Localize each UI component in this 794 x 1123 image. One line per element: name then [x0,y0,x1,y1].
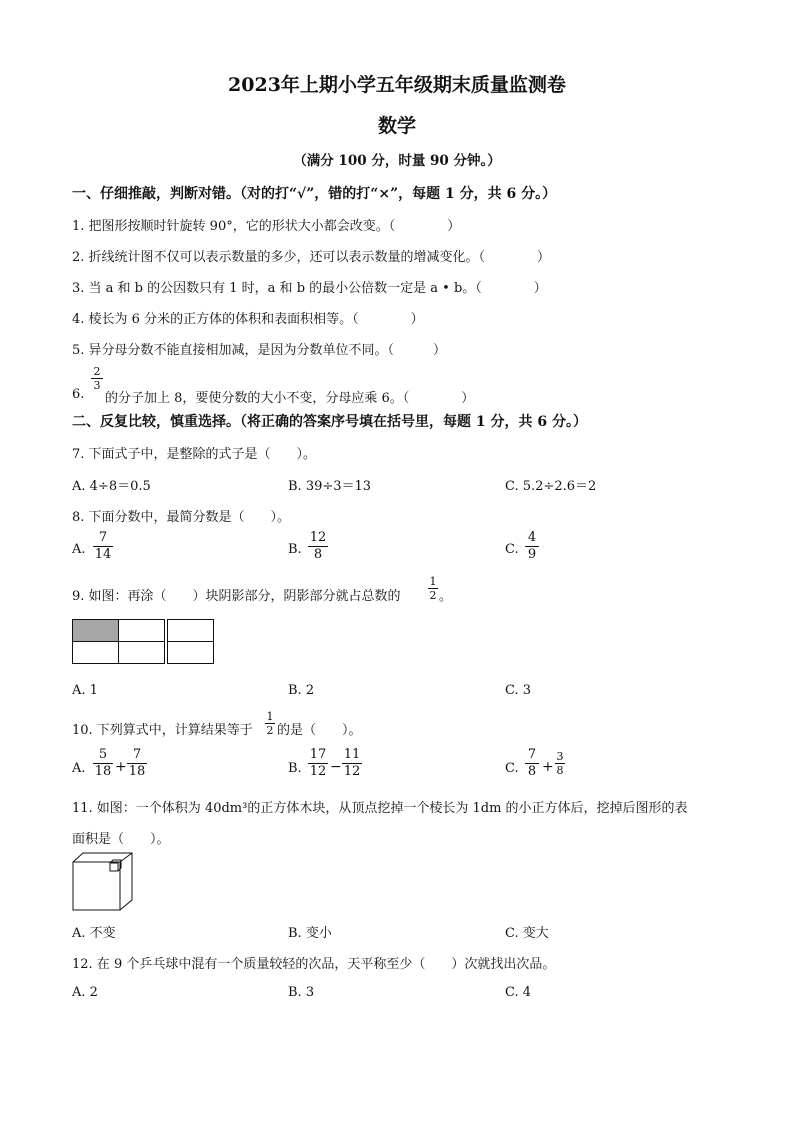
q7-option-b: B. 39÷3＝13 [288,479,372,494]
exam-title: 2023年上期小学五年级期末质量监测卷 [228,74,566,96]
grid-cell [167,641,214,664]
q11-option-a: A. 不变 [72,926,116,941]
fraction-denominator: 9 [527,547,537,562]
fraction-numerator: 1 [429,575,437,588]
q9-end: 。 [439,589,453,604]
fraction-denominator: 2 [429,589,437,602]
fraction-numerator: 3 [556,750,564,763]
q9-option-a: A. 1 [72,683,98,698]
q8-option-c-fraction [525,531,539,562]
fraction-numerator: 12 [309,530,327,545]
fraction-denominator: 12 [343,764,361,779]
question-5: 5. 异分母分数不能直接相加减，是因为分数单位不同。（ ） [72,343,447,358]
grid-cell [167,619,214,642]
q11-option-c: C. 变大 [505,926,549,941]
fraction-denominator: 8 [313,547,323,562]
question-1: 1. 把图形按顺时针旋转 90°，它的形状大小都会改变。（ ） [72,219,461,234]
fraction-denominator: 2 [266,724,274,737]
question-12: 12. 在 9 个乒乓球中混有一个质量较轻的次品，天平称至少（ ）次就找出次品。 [72,957,556,972]
minus-sign: − [330,759,342,775]
q8-option-a-label: A. [72,542,86,557]
q10-end: 的是（ ）。 [277,723,362,738]
cube-figure [72,852,134,912]
fraction-denominator: 3 [93,379,101,392]
question-11-line-2: 面积是（ ）。 [72,832,170,847]
fraction-denominator: 8 [527,764,537,779]
question-6-number: 6. [72,387,85,402]
section2-heading: 二、反复比较，慎重选择。（将正确的答案序号填在括号里，每题 1 分，共 6 分。） [72,414,587,430]
q9-grid-figure [72,619,214,665]
q7-option-a: A. 4÷8＝0.5 [72,479,151,494]
q12-option-a: A. 2 [72,985,98,1000]
q8-option-b-label: B. [288,542,302,557]
fraction-numerator: 7 [132,747,142,762]
q10-option-a-label: A. [72,761,86,776]
q11-option-b: B. 变小 [288,926,332,941]
q10-option-b-label: B. [288,761,302,776]
q10-option-c-fraction-1 [525,748,539,779]
q7-option-c: C. 5.2÷2.6＝2 [505,479,597,494]
plus-sign: + [542,759,554,775]
q10-fraction [265,711,275,736]
q10-option-c-label: C. [505,761,519,776]
question-9: 9. 如图：再涂（ ）块阴影部分，阴影部分就占总数的 [72,589,401,604]
q9-fraction [428,576,438,601]
removed-small-cube [110,863,118,871]
q12-option-b: B. 3 [288,985,315,1000]
fraction-numerator: 7 [527,747,537,762]
cube-top-edge [120,853,132,862]
grid-cell [72,641,119,664]
q9-option-b: B. 2 [288,683,315,698]
question-8: 8. 下面分数中，最简分数是（ ）。 [72,510,291,525]
fraction-denominator: 14 [94,547,112,562]
fraction-denominator: 12 [309,764,327,779]
section1-heading: 一、仔细推敲，判断对错。（对的打“√”，错的打“×”，每题 1 分，共 6 分。） [72,186,557,202]
fraction-numerator: 7 [98,530,108,545]
q10-option-b-fraction-2 [342,748,362,779]
question-6-text: 的分子加上 8，要使分数的大小不变，分母应乘 6。（ ） [105,391,475,406]
q8-option-a-fraction [93,531,113,562]
fraction-numerator: 5 [98,747,108,762]
grid-cell [118,619,165,642]
plus-sign: + [115,759,127,775]
subject-title: 数学 [377,115,416,137]
fraction-denominator: 18 [94,764,112,779]
fraction-denominator: 18 [128,764,146,779]
fraction-denominator: 8 [556,764,564,777]
question-4: 4. 棱长为 6 分米的正方体的体积和表面积相等。（ ） [72,312,424,327]
grid-cell-shaded [72,619,119,642]
q8-option-b-fraction [308,531,328,562]
q10-option-c-fraction-2 [555,751,565,776]
grid-cell [118,641,165,664]
question-2: 2. 折线统计图不仅可以表示数量的多少，还可以表示数量的增减变化。（ ） [72,250,551,265]
exam-note: （满分 100 分，时量 90 分钟。） [293,153,501,169]
fraction-numerator: 2 [93,365,101,378]
fraction-numerator: 1 [266,710,274,723]
q9-option-c: C. 3 [505,683,532,698]
fraction-numerator: 4 [527,530,537,545]
q8-option-c-label: C. [505,542,519,557]
q10-option-a-fraction-1 [93,748,113,779]
fraction-numerator: 11 [343,747,361,762]
q10-option-a-fraction-2 [127,748,147,779]
q10-option-b-fraction-1 [308,748,328,779]
question-6-fraction [91,366,103,391]
q12-option-c: C. 4 [505,985,532,1000]
question-10: 10. 下列算式中，计算结果等于 [72,723,253,738]
fraction-numerator: 17 [309,747,327,762]
question-7: 7. 下面式子中，是整除的式子是（ ）。 [72,447,317,462]
question-3: 3. 当 a 和 b 的公因数只有 1 时，a 和 b 的最小公倍数一定是 a • b。（ ） [72,281,547,296]
cube-front-face [73,862,120,910]
question-11-line-1: 11. 如图：一个体积为 40dm³的正方体木块，从顶点挖掉一个棱长为 1dm 的小正方体后，挖掉后图形的表 [72,801,688,816]
